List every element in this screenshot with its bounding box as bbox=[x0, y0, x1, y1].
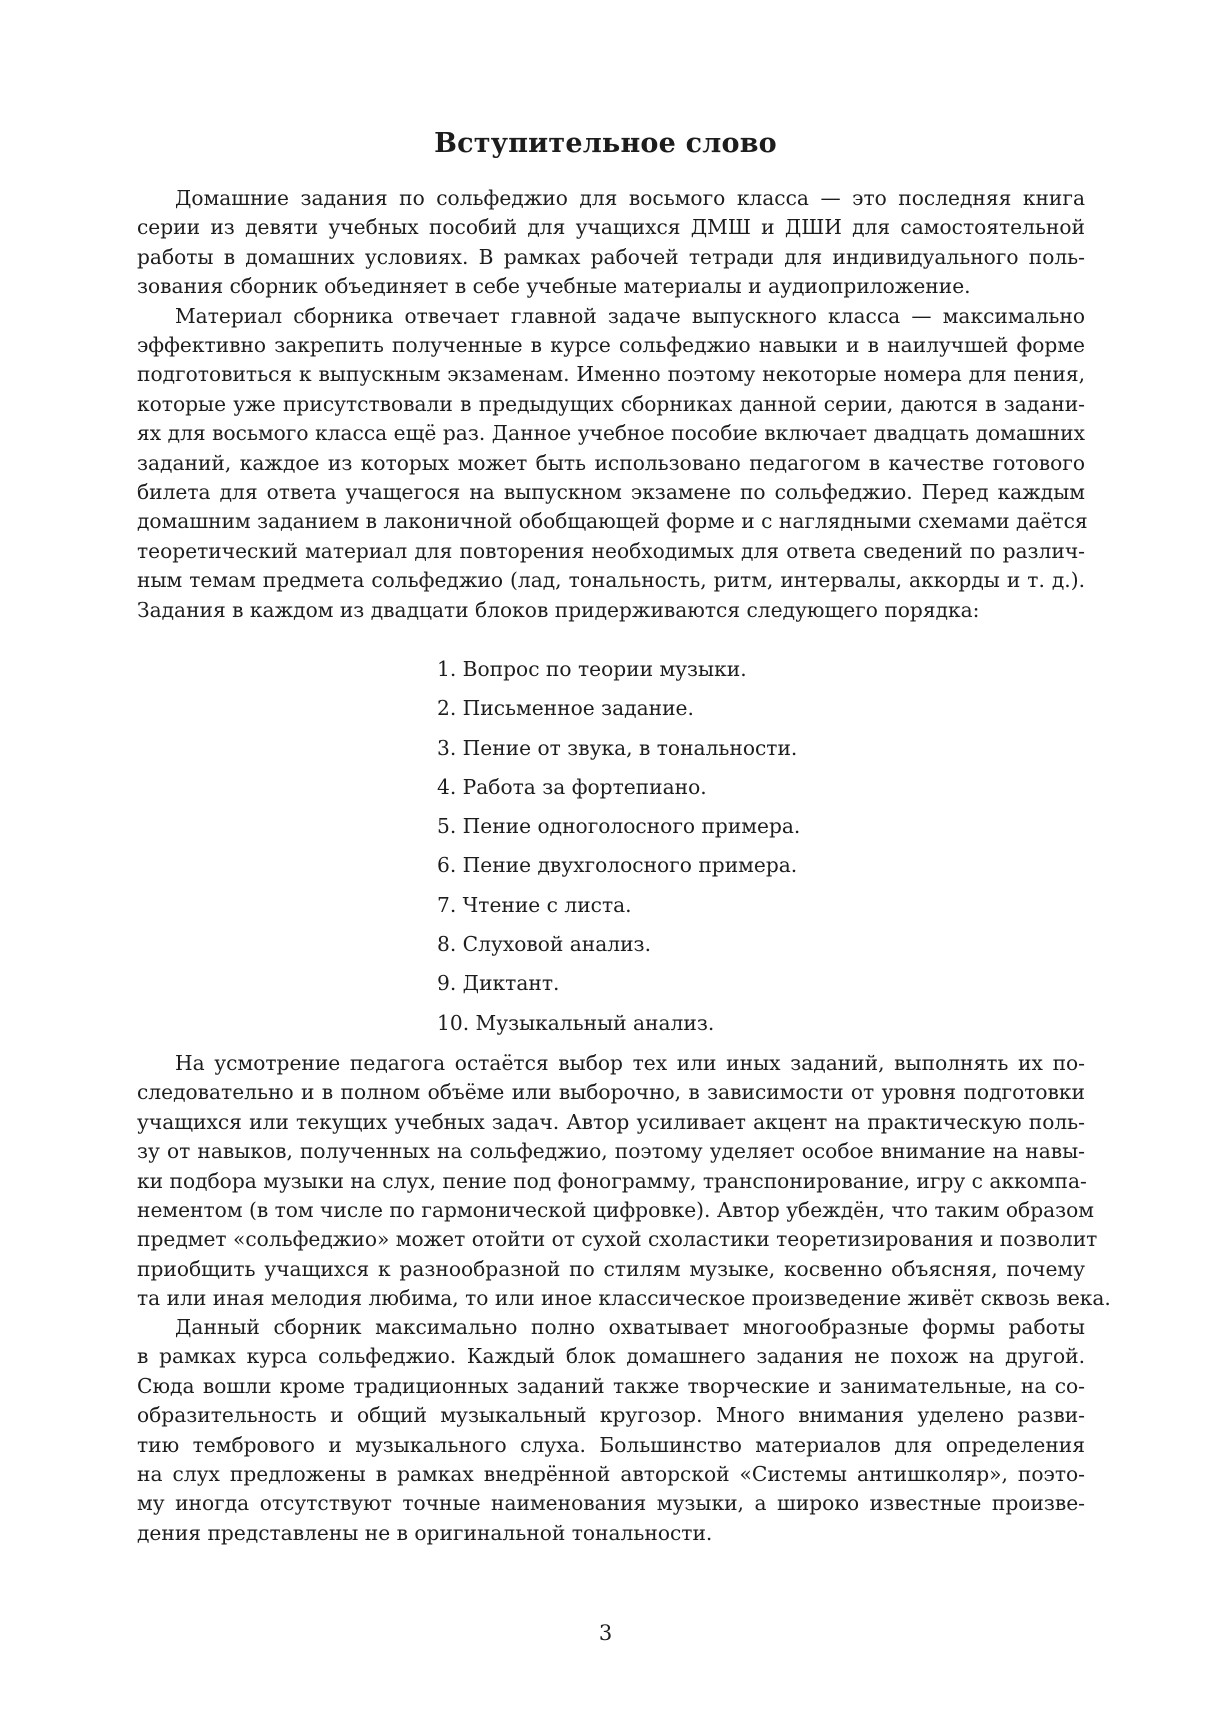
text-line: му иногда отсутствуют точные наименования музыки, а широко известные произве- bbox=[137, 1491, 1085, 1516]
list-item: 8. Слуховой анализ. bbox=[437, 932, 651, 957]
text-line: ным темам предмета сольфеджио (лад, тональность, ритм, интервалы, аккорды и т. д.). bbox=[137, 568, 1085, 593]
text-line: эффективно закрепить полученные в курсе сольфеджио навыки и в наилучшей форме bbox=[137, 333, 1085, 357]
list-item: 5. Пение одноголосного примера. bbox=[437, 814, 801, 839]
text-line: Задания в каждом из двадцати блоков придерживаются следующего порядка: bbox=[137, 597, 980, 622]
text-line: Домашние задания по сольфеджио для восьмого класса — это последняя книга bbox=[175, 186, 1085, 210]
text-line: Данный сборник максимально полно охватывает многообразные формы работы bbox=[175, 1315, 1085, 1339]
text-line: домашним заданием в лаконичной обобщающей форме и с наглядными схемами даётся bbox=[137, 509, 1088, 534]
paragraph-3 bbox=[137, 1049, 1111, 1314]
paragraph-1 bbox=[137, 184, 1085, 302]
text-line: приобщить учащихся к разнообразной по стилям музыке, косвенно объясняя, почему bbox=[137, 1256, 1085, 1281]
text-line: На усмотрение педагога остаётся выбор тех или иных заданий, выполнять их по- bbox=[175, 1051, 1085, 1075]
text-line: серии из девяти учебных пособий для учащихся ДМШ и ДШИ для самостоятельной bbox=[137, 215, 1085, 240]
text-line: в рамках курса сольфеджио. Каждый блок домашнего задания не похож на другой. bbox=[137, 1344, 1085, 1369]
text-line: теоретический материал для повторения необходимых для ответа сведений по различ- bbox=[137, 538, 1085, 563]
text-line: предмет «сольфеджио» может отойти от сухой схоластики теоретизирования и позволит bbox=[137, 1227, 1098, 1252]
page-title: Вступительное слово bbox=[434, 128, 777, 159]
text-line: Сюда вошли кроме традиционных заданий также творческие и занимательные, на со- bbox=[137, 1373, 1085, 1398]
list-item: 6. Пение двухголосного примера. bbox=[437, 853, 798, 878]
text-line: следовательно и в полном объёме или выборочно, в зависимости от уровня подготовки bbox=[137, 1080, 1085, 1105]
list-item: 7. Чтение с листа. bbox=[437, 892, 632, 917]
list-item: 4. Работа за фортепиано. bbox=[437, 774, 707, 799]
text-line: нементом (в том числе по гармонической цифровке). Автор убеждён, что таким образом bbox=[137, 1198, 1095, 1223]
text-line: ки подбора музыки на слух, пение под фонограмму, транспонирование, игру с аккомпа- bbox=[137, 1168, 1087, 1193]
text-line: та или иная мелодия любима, то или иное классическое произведение живёт сквозь века. bbox=[137, 1286, 1111, 1311]
text-line: дения представлены не в оригинальной тональности. bbox=[137, 1520, 713, 1545]
list-item: 3. Пение от звука, в тональности. bbox=[437, 735, 798, 760]
text-line: билета для ответа учащегося на выпускном экзамене по сольфеджио. Перед каждым bbox=[137, 480, 1085, 505]
list-item: 10. Музыкальный анализ. bbox=[437, 1010, 715, 1035]
paragraph-2 bbox=[137, 302, 1088, 625]
text-line: учащихся или текущих учебных задач. Автор усиливает акцент на практическую поль- bbox=[137, 1109, 1085, 1134]
text-line: которые уже присутствовали в предыдущих сборниках данной серии, даются в задани- bbox=[137, 391, 1085, 416]
paragraph-4 bbox=[137, 1313, 1085, 1548]
list-item: 9. Диктант. bbox=[437, 971, 560, 996]
task-order-list bbox=[437, 656, 1037, 1049]
text-line: образительность и общий музыкальный кругозор. Много внимания уделено разви- bbox=[137, 1403, 1085, 1428]
list-item: 2. Письменное задание. bbox=[437, 696, 694, 721]
text-line: ях для восьмого класса ещё раз. Данное учебное пособие включает двадцать домашних bbox=[137, 421, 1085, 446]
list-item: 1. Вопрос по теории музыки. bbox=[437, 657, 747, 681]
text-line: тию тембрового и музыкального слуха. Большинство материалов для определения bbox=[137, 1432, 1085, 1457]
text-line: зу от навыков, полученных на сольфеджио, поэтому уделяет особое внимание на навы- bbox=[137, 1139, 1085, 1164]
text-line: Материал сборника отвечает главной задаче выпускного класса — максимально bbox=[175, 303, 1085, 328]
text-line: на слух предложены в рамках внедрённой авторской «Системы антишколяр», поэто- bbox=[137, 1462, 1085, 1487]
text-line: работы в домашних условиях. В рамках рабочей тетради для индивидуального поль- bbox=[137, 244, 1085, 269]
text-line: заданий, каждое из которых может быть использовано педагогом в качестве готового bbox=[137, 450, 1085, 475]
text-line: зования сборник объединяет в себе учебные материалы и аудиоприложение. bbox=[137, 274, 971, 299]
page-number: 3 bbox=[598, 1621, 613, 1645]
text-line: подготовиться к выпускным экзаменам. Именно поэтому некоторые номера для пения, bbox=[137, 362, 1085, 387]
